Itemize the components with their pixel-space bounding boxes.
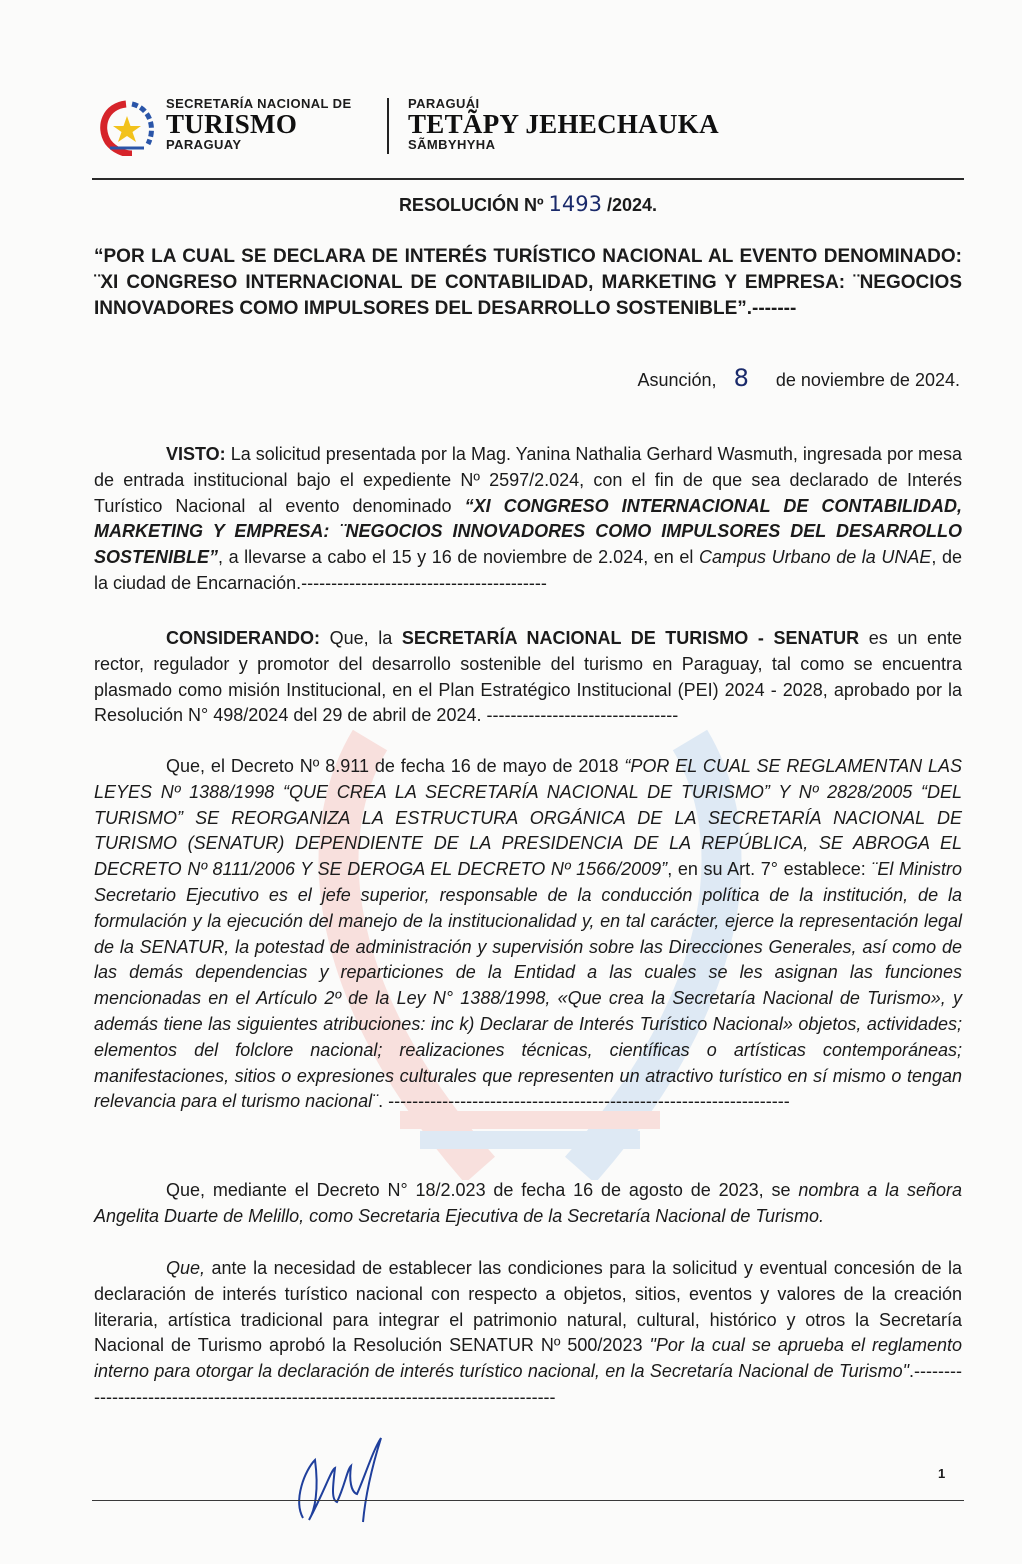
considerando-text-2: es un ente rector, regulador y promotor del desarrollo sostenible del turismo en Paraguay, tal como se encuentra plasmado como misión Institucional, en el Plan Estratégico Institucional (PEI) 2024 - 2028, aprobado por la Resolución N° 498/2024 del 29 de abril de 2024. --------------------------------	[94, 628, 963, 726]
resolution-suffix: /2024.	[607, 195, 658, 215]
visto-text-2: , a llevarse a cabo el 15 y 16 de noviembre de 2.024, en el	[218, 547, 699, 568]
visto-text-3: , de la ciudad de Encarnación.-----------------------------------------	[94, 547, 963, 593]
brand-left-country: PARAGUAY	[166, 137, 242, 152]
regulation-lead: Que,	[166, 1258, 206, 1278]
decree-quote: ¨El Ministro Secretario Ejecutivo es el jefe superior, responsable de la conducción política de la institución, de la formulación y la ejecución del manejo de la institucionalidad y, en tal carácter, ejerce la representación legal de la SENATUR, la potestad de administración y supervisión sobre las Direcciones Generales, así como de las demás dependencias y reparticiones de la Entidad a las cuales se les asignan las funciones mencionadas en el Artículo 2º de la Ley N° 1388/1998, «Que crea la Secretaría Nacional de Turismo», y además tiene las siguientes atribuciones: inc k) Declarar de Interés Turístico Nacional» objetos, actividades; elementos del folclore nacional; realizaciones técnicas, científicas o artísticas contemporáneas; manifestaciones, sitios o expresiones culturales que representen un atractivo turístico en sí mismo o tengan relevancia para el turismo nacional¨	[94, 859, 962, 1112]
signature	[285, 1430, 395, 1525]
date-day: 8	[733, 364, 749, 392]
brand-right-name: TETÃPY JEHECHAUKA	[408, 109, 719, 139]
visto-label: VISTO:	[166, 444, 226, 464]
regulation-paragraph	[94, 1256, 962, 1411]
date-line	[637, 364, 960, 392]
page-number: 1	[938, 1466, 946, 1481]
decree-text-3: . -------------------------------------------------------------------	[378, 1091, 790, 1112]
decree-title: “POR EL CUAL SE REGLAMENTAN LAS LEYES Nº 1388/1998 “QUE CREA LA SECRETARÍA NACIONAL DE TURISMO” Y Nº 2828/2005 “DEL TURISMO” SE REORGANIZA LA ESTRUCTURA ORGÁNICA DE LA SECRETARÍA NACIONAL DE TURISMO (SENATUR) DEPENDIENTE DE LA PRESIDENCIA DE LA REPÚBLICA, SE ABROGA EL DECRETO Nº 8111/2006 Y SE DEROGA EL DECRETO Nº 1566/2009”	[94, 756, 962, 880]
regulation-text-1: ante la necesidad de establecer las condiciones para la solicitud y eventual concesión de la declaración de interés turístico nacional con respecto a objetos, sitios, eventos y valores de la creación literaria, artística tradicional para integrar el patrimonio natural, cultural, histórico y otros la Secretaría Nacional de Turismo aprobó la Resolución SENATUR Nº 500/2023	[94, 1258, 962, 1356]
header-divider	[387, 98, 389, 154]
visto-place: Campus Urbano de la UNAE	[698, 547, 932, 568]
regulation-title: "Por la cual se aprueba el reglamento interno para otorgar la declaración de interés turístico nacional, en la Secretaría Nacional de Turismo"	[94, 1335, 962, 1382]
brand-right-top: PARAGUÁI	[408, 96, 480, 111]
resolution-subject: “POR LA CUAL SE DECLARA DE INTERÉS TURÍSTICO NACIONAL AL EVENTO DENOMINADO: ¨XI CONGRESO INTERNACIONAL DE CONTABILIDAD, MARKETING Y EMPRESA: ¨NEGOCIOS INNOVADORES COMO IMPULSORES DEL DESARROLLO SOSTENIBLE”.-------	[94, 246, 962, 319]
brand-left-top: SECRETARÍA NACIONAL DE	[166, 96, 352, 111]
appointment-italic: nombra a la señora Angelita Duarte de Melillo, como Secretaria Ejecutiva de la Secretaría Nacional de Turismo.	[94, 1180, 963, 1226]
letterhead	[96, 96, 756, 160]
visto-event: “XI CONGRESO INTERNACIONAL DE CONTABILIDAD, MARKETING Y EMPRESA: ¨NEGOCIOS INNOVADORES COMO IMPULSORES DEL DESARROLLO SOSTENIBLE”	[94, 495, 962, 568]
considerando-text-1: Que, la	[320, 628, 402, 648]
considerando-paragraph	[94, 626, 962, 729]
senatur-logo-icon	[96, 100, 158, 156]
considerando-label: CONSIDERANDO:	[166, 628, 321, 648]
decree-text-2: , en su Art. 7° establece:	[667, 859, 872, 880]
decree-paragraph	[94, 754, 962, 1115]
regulation-text-2: .-------------------------------------------------------------------------------------	[94, 1361, 962, 1407]
brand-left-name: TURISMO	[166, 109, 298, 139]
decree-text-1: Que, el Decreto Nº 8.911 de fecha 16 de mayo de 2018	[166, 756, 625, 776]
appointment-paragraph	[94, 1178, 962, 1230]
footer-rule	[92, 1500, 964, 1501]
date-city: Asunción,	[637, 370, 717, 390]
resolution-prefix: RESOLUCIÓN Nº	[398, 195, 544, 215]
appointment-text: Que, mediante el Decreto N° 18/2.023 de fecha 16 de agosto de 2023, se	[166, 1180, 799, 1200]
header-rule	[92, 178, 964, 180]
resolution-title	[92, 192, 964, 216]
brand-right	[408, 96, 719, 152]
brand-right-bottom: SÃMBYHYHA	[408, 137, 496, 152]
resolution-number: 1493	[548, 192, 602, 216]
date-rest: de noviembre de 2024.	[775, 370, 960, 390]
visto-paragraph	[94, 442, 962, 597]
visto-text-1: La solicitud presentada por la Mag. Yanina Nathalia Gerhard Wasmuth, ingresada por mesa de entrada institucional bajo el expediente Nº 2597/2.024, con el fin de que sea declarado de Interés Turístico Nacional al evento denominado	[94, 444, 962, 516]
brand-left	[166, 96, 352, 152]
considerando-org: SECRETARÍA NACIONAL DE TURISMO - SENATUR	[401, 628, 860, 648]
